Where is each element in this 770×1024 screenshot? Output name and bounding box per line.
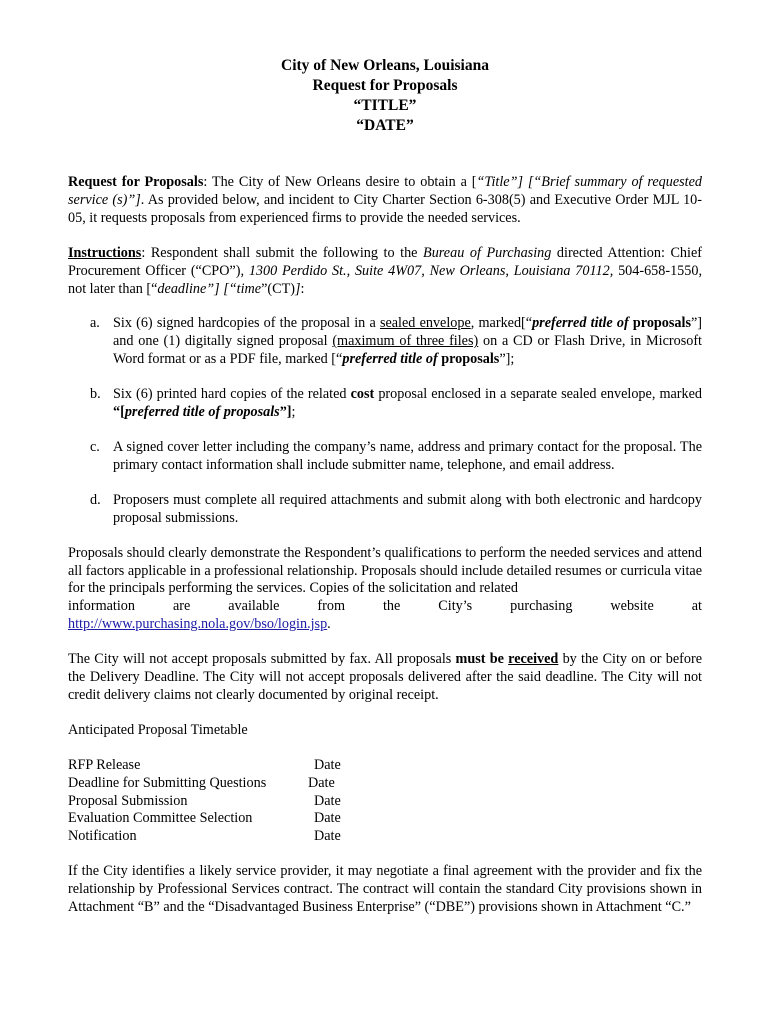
header-title: “TITLE” [353,97,417,114]
item-a-text: Six (6) signed hardcopies of the proposal in a [113,315,380,332]
item-c-text: A signed cover letter including the company’s name, address and primary contact for the proposal. The primary contact information shall include submitter name, telephone, and email address. [113,438,702,473]
instructions-address: , 1300 Perdido St., Suite 4W07, New Orleans, Louisiana 70112, [240,262,614,279]
qual-word: purchasing [510,598,573,615]
qual-period: . [327,616,331,633]
instructions-text: : Respondent shall submit the following to the [141,244,424,261]
document-header [68,56,702,136]
timetable-label: Evaluation Committee Selection [68,810,253,827]
list-label-a: a. [90,315,100,332]
document-page [68,56,702,917]
instructions-colon: : [300,280,305,297]
item-a-title-ref-2: preferred title of [342,351,438,368]
timetable-label: Proposal Submission [68,792,188,809]
list-label-b: b. [90,386,101,403]
item-b-open: “[ [113,404,125,421]
timetable-value: Date [314,756,341,773]
instructions-phone: 504-658-1550, not later than [“ [68,262,702,297]
instructions-bureau: Bureau of Purchasing [423,244,552,261]
rfp-paragraph [68,174,702,228]
item-a-text-4: on a CD or Flash Drive, in Microsoft Word format or as a PDF file, marked [“ [113,333,702,368]
item-a-title-ref: preferred title of [532,315,629,332]
qual-word: information [68,598,135,615]
timetable-value: Date [314,810,341,827]
item-a-text-3: ”] and one (1) digitally signed proposal [113,315,703,350]
fax-must-be: must be [455,651,504,668]
header-rfp: Request for Proposals [312,77,458,94]
item-b-close: ”] [279,404,292,421]
item-b-title-ref: preferred title of proposals [124,404,280,421]
list-item-c [68,439,702,475]
qual-word: City’s [438,598,473,615]
item-b-end: ; [291,404,296,421]
list-item-b [68,386,702,422]
closing-paragraph: If the City identifies a likely service provider, it may negotiate a final agreement with the provider and fix the relationship by Professional Services contract. The contract will contain the standard City provisions shown in Attachment “B” and the “Disadvantaged Business Enterprise” (“DBE”) provisions shown in Attachment “C.” [68,863,702,916]
qual-word: from [317,598,346,615]
list-item-a [68,315,702,369]
item-b-cost: cost [350,386,375,403]
timetable-table [68,757,341,847]
list-label-d: d. [90,491,101,508]
purchasing-website-link[interactable]: http://www.purchasing.nola.gov/bso/login.jsp [68,616,328,633]
item-a-end: ”]; [499,351,515,368]
instructions-ct: ”(CT) [261,280,295,297]
qualifications-paragraph [68,545,702,635]
table-row [68,793,341,811]
timetable-value: Date [314,828,341,845]
qual-word: available [228,598,280,615]
header-date: “DATE” [356,117,414,134]
instructions-label: Instructions [68,244,142,261]
table-row [68,810,341,828]
qualifications-spread-line [68,598,702,616]
item-d-text: Proposers must complete all required attachments and submit along with both electronic and hardcopy proposal submissions. [113,491,702,526]
qual-word: are [172,598,191,615]
header-city: City of New Orleans, Louisiana [281,57,489,74]
instructions-deadline: deadline”] [“time [157,280,262,297]
table-row [68,828,341,846]
instructions-paragraph [68,245,702,299]
item-b-text: Six (6) printed hard copies of the related [113,386,351,403]
instructions-text-2: directed Attention: Chief Procurement Officer (“CPO”) [68,244,702,279]
item-a-proposals-2: proposals [437,351,500,368]
timetable-value: Date [314,792,341,809]
fax-received: received [508,651,559,668]
item-a-sealed: sealed envelope [379,315,471,332]
qualifications-text: Proposals should clearly demonstrate the Respondent’s qualifications to perform the needed services and attend all factors applicable in a professional relationship. Proposals should include detailed resumes or curricula vitae for the principals performing the services. Copies of the solicitation and related [68,544,702,597]
list-item-d [68,492,702,528]
timetable-label: Notification [68,828,137,845]
rfp-title-placeholder: “Title”] [“Brief summary of requested service (s)”] [68,174,703,208]
timetable-label: Deadline for Submitting Questions [68,774,267,791]
rfp-label: Request for Proposals [68,174,204,190]
list-label-c: c. [90,438,100,455]
instructions-bracket: ] [294,280,301,297]
table-row [68,757,341,775]
qual-word: at [691,598,702,615]
item-b-text-2: proposal enclosed in a separate sealed envelope, marked [374,386,703,403]
timetable-title: Anticipated Proposal Timetable [68,721,248,738]
rfp-text-2: . As provided below, and incident to City Charter Section 6-308(5) and Executive Order MJL 10-05, it requests proposals from experienced firms to provide the needed services. [68,191,702,226]
qual-word: the [382,598,401,615]
item-a-proposals: proposals [628,315,691,332]
table-row [68,775,341,793]
timetable-value: Date [308,774,335,791]
rfp-text: : The City of New Orleans desire to obtain a [ [203,174,477,190]
fax-paragraph [68,651,702,705]
qual-word: website [610,598,654,615]
fax-text: The City will not accept proposals submitted by fax. All proposals [68,651,456,668]
item-a-text-2: , marked[“ [470,315,533,332]
fax-text-2: by the City on or before the Delivery Deadline. The City will not accept proposals delivered after the said deadline. The City will not credit delivery claims not clearly documented by original receipt. [68,651,702,703]
submission-list [68,315,702,527]
timetable-label: RFP Release [68,756,141,773]
item-a-max-files: (maximum of three files) [332,333,479,350]
